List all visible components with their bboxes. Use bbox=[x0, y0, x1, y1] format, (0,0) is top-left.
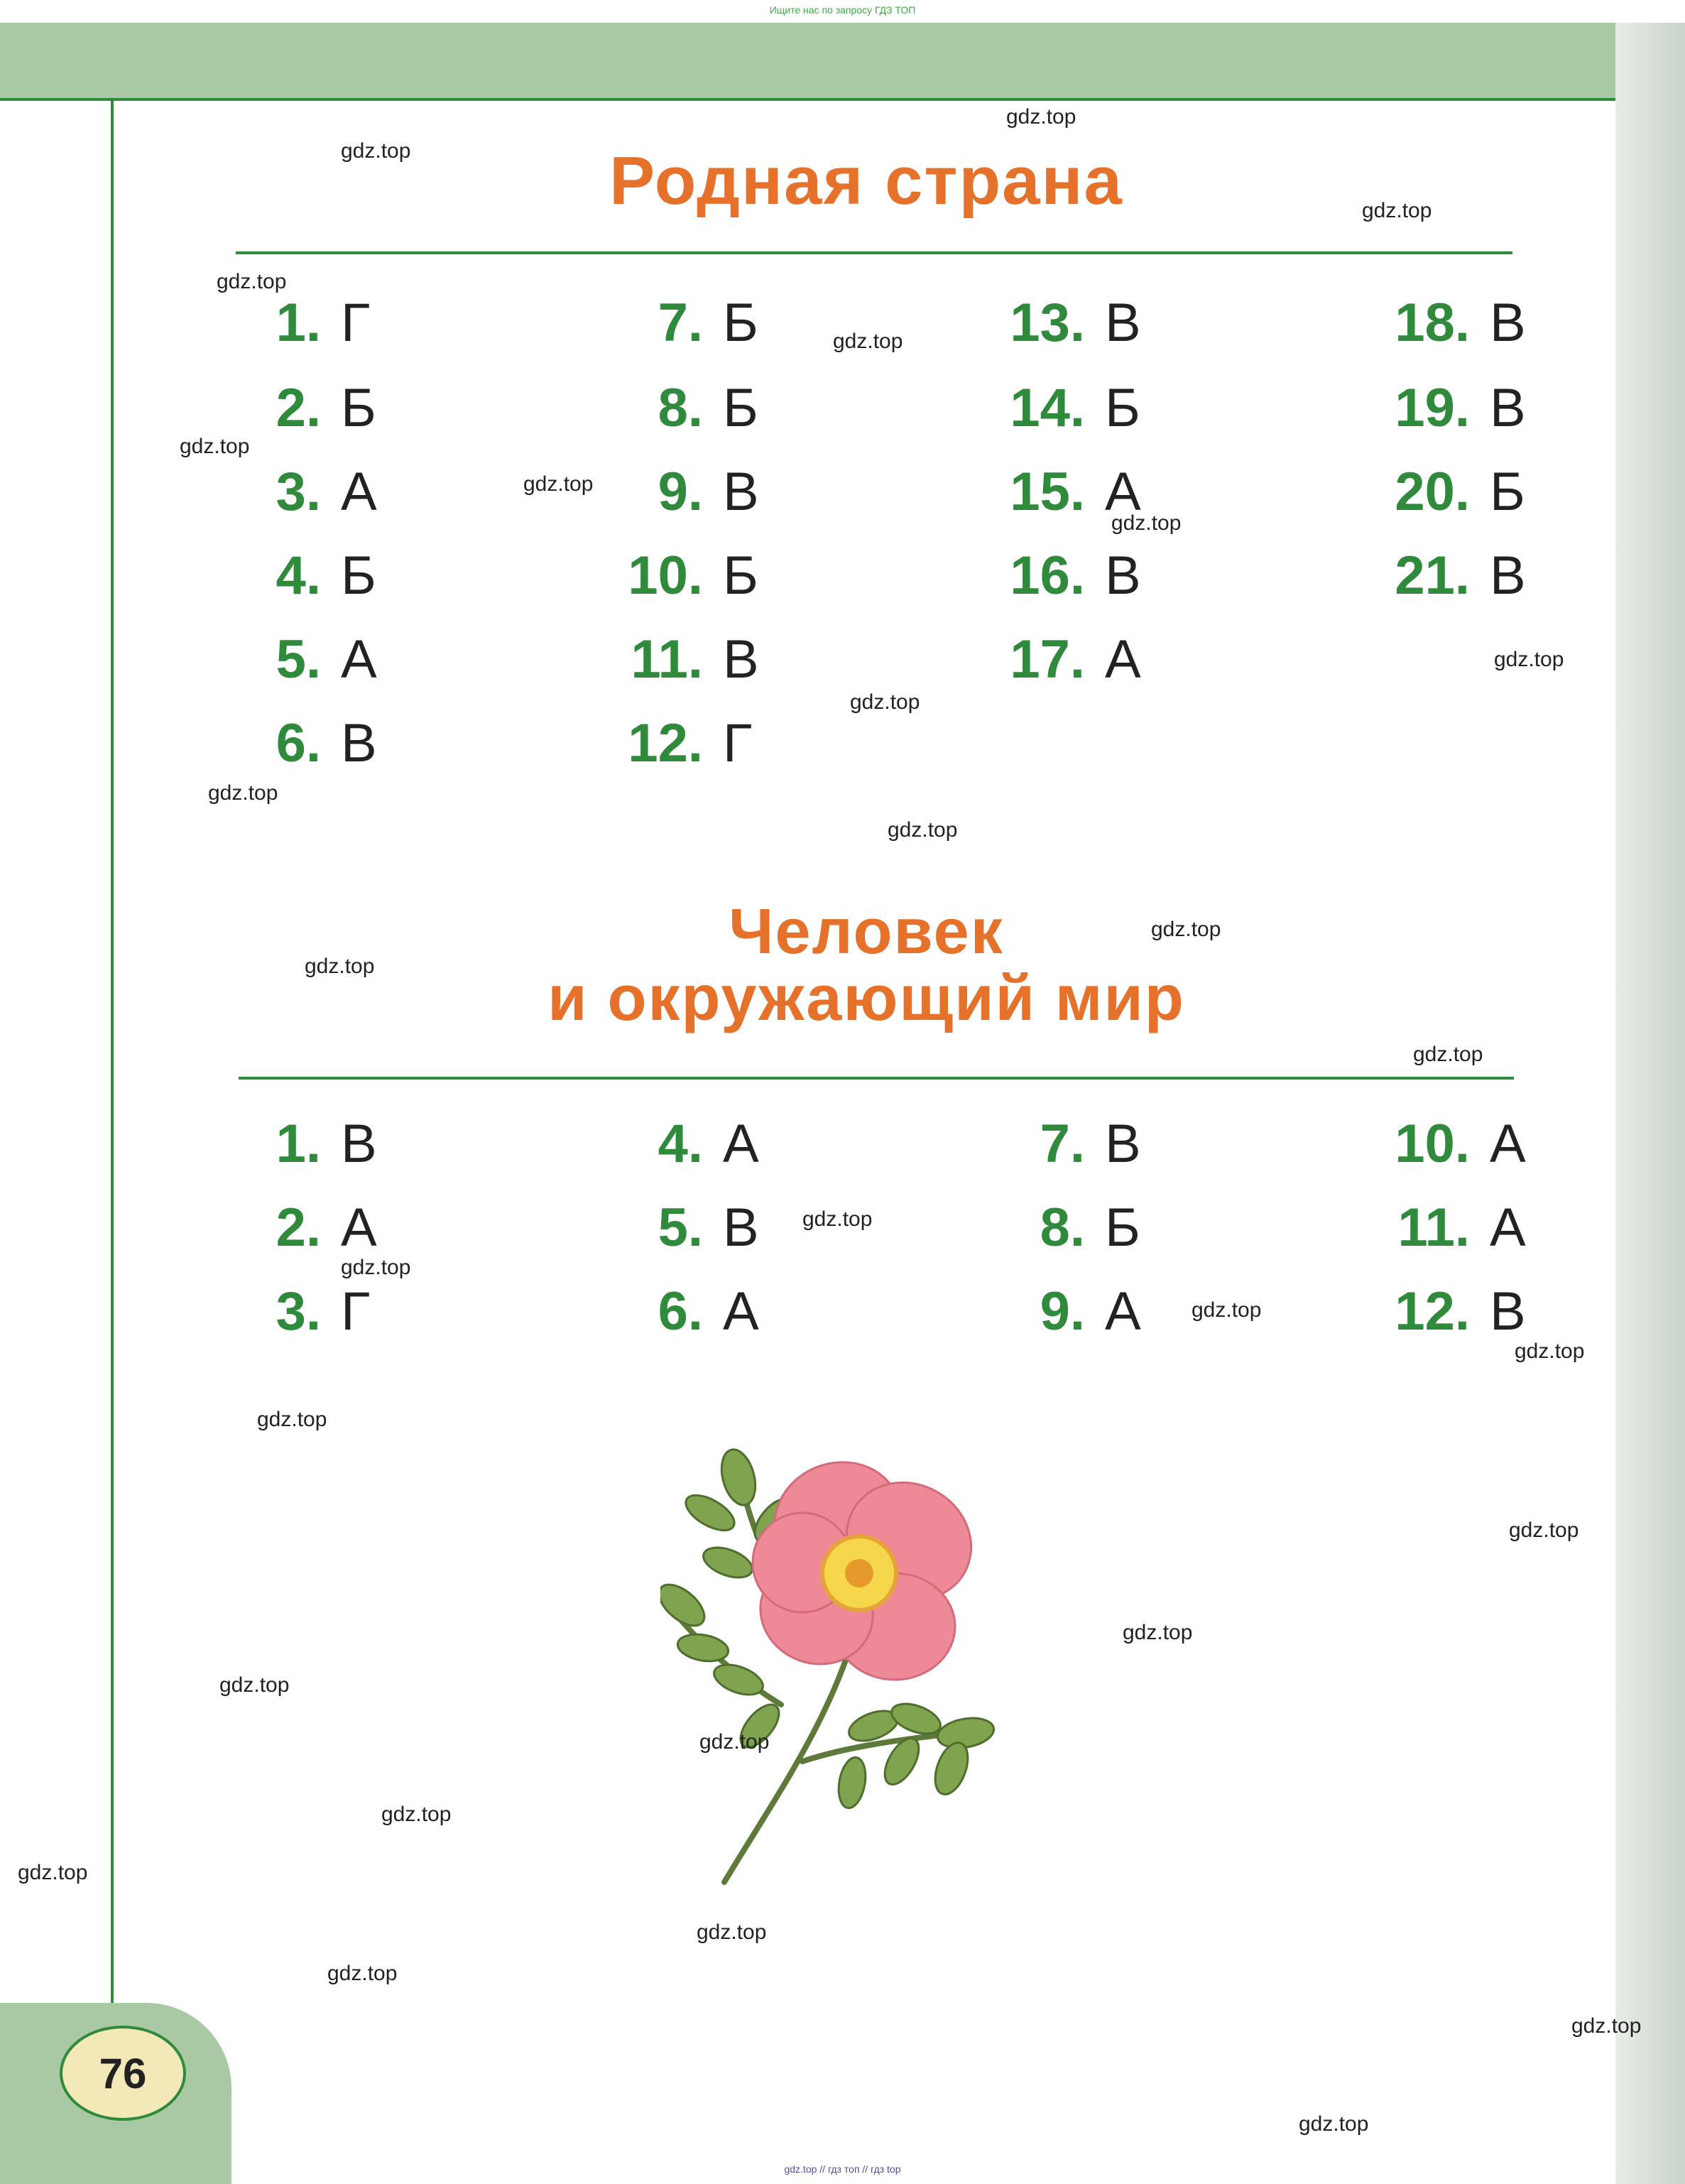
answer-item: 14. Б bbox=[1010, 378, 1140, 438]
watermark: gdz.top bbox=[18, 1861, 88, 1884]
section-divider bbox=[239, 1077, 1514, 1080]
answer-item: 16. В bbox=[1010, 545, 1141, 606]
answer-item: 10. А bbox=[1395, 1114, 1526, 1174]
watermark: gdz.top bbox=[1123, 1621, 1193, 1644]
answer-item: 1. Г bbox=[276, 293, 371, 353]
title-line-2: и окружающий мир bbox=[547, 963, 1185, 1034]
bottom-ad-banner[interactable]: gdz.top // гдз топ // гдз top bbox=[784, 2163, 901, 2175]
answer-item: 19. В bbox=[1395, 378, 1526, 438]
watermark: gdz.top bbox=[699, 1730, 770, 1754]
watermark: gdz.top bbox=[1006, 105, 1076, 129]
watermark: gdz.top bbox=[341, 1256, 411, 1279]
margin-rule bbox=[111, 99, 114, 2035]
answer-item: 20. Б bbox=[1395, 462, 1525, 522]
answer-item: 8. Б bbox=[1040, 1197, 1140, 1258]
watermark: gdz.top bbox=[697, 1920, 767, 1944]
answer-item: 13. В bbox=[1010, 293, 1141, 353]
answer-item: 4. Б bbox=[276, 545, 376, 606]
answer-item: 12. В bbox=[1395, 1281, 1526, 1342]
section-divider bbox=[236, 251, 1512, 254]
watermark: gdz.top bbox=[1151, 918, 1221, 941]
answer-item: 3. Г bbox=[276, 1281, 371, 1342]
watermark: gdz.top bbox=[850, 690, 920, 714]
header-band bbox=[0, 23, 1685, 99]
watermark: gdz.top bbox=[1192, 1298, 1262, 1322]
page-gutter bbox=[1615, 23, 1685, 2184]
watermark: gdz.top bbox=[1515, 1340, 1585, 1363]
top-ad-banner[interactable]: Ищите нас по запросу ГДЗ ТОП bbox=[769, 4, 916, 16]
wild-rose-illustration bbox=[660, 1428, 1058, 1896]
watermark: gdz.top bbox=[1509, 1519, 1579, 1542]
title-line-1: Человек bbox=[729, 896, 1004, 967]
answer-item: 1. В bbox=[276, 1114, 377, 1174]
watermark: gdz.top bbox=[257, 1408, 327, 1431]
watermark: gdz.top bbox=[381, 1803, 452, 1826]
watermark: gdz.top bbox=[1111, 511, 1182, 535]
watermark: gdz.top bbox=[888, 818, 958, 842]
watermark: gdz.top bbox=[1299, 2112, 1369, 2136]
answer-item: 17. А bbox=[1010, 629, 1141, 690]
answer-item: 11. В bbox=[631, 629, 759, 690]
watermark: gdz.top bbox=[802, 1207, 873, 1231]
watermark: gdz.top bbox=[180, 435, 250, 458]
watermark: gdz.top bbox=[1571, 2014, 1642, 2038]
watermark: gdz.top bbox=[1362, 199, 1432, 222]
answer-item: 11. А bbox=[1397, 1197, 1526, 1258]
watermark: gdz.top bbox=[341, 139, 411, 163]
watermark: gdz.top bbox=[327, 1962, 398, 1985]
answer-item: 15. А bbox=[1010, 462, 1141, 522]
section-title-native-country: Родная страна bbox=[609, 143, 1123, 219]
answer-item: 5. В bbox=[658, 1197, 759, 1258]
page-number: 76 bbox=[60, 2026, 186, 2121]
answer-item: 3. А bbox=[276, 462, 377, 522]
header-rule bbox=[0, 98, 1619, 101]
answer-item: 9. А bbox=[1040, 1281, 1141, 1342]
answer-item: 4. А bbox=[658, 1114, 759, 1174]
answer-item: 18. В bbox=[1395, 293, 1526, 353]
answer-item: 5. А bbox=[276, 629, 377, 690]
answer-item: 6. А bbox=[658, 1281, 759, 1342]
watermark: gdz.top bbox=[217, 270, 287, 293]
answer-item: 8. Б bbox=[658, 378, 758, 438]
answer-item: 7. Б bbox=[658, 293, 758, 353]
answer-item: 9. В bbox=[658, 462, 759, 522]
answer-item: 21. В bbox=[1395, 545, 1526, 606]
watermark: gdz.top bbox=[833, 330, 903, 353]
answer-item: 10. Б bbox=[628, 545, 758, 606]
answer-item: 2. А bbox=[276, 1197, 377, 1258]
answer-item: 2. Б bbox=[276, 378, 376, 438]
watermark: gdz.top bbox=[1413, 1043, 1483, 1066]
watermark: gdz.top bbox=[523, 472, 594, 496]
watermark: gdz.top bbox=[219, 1673, 290, 1697]
answer-item: 7. В bbox=[1040, 1114, 1141, 1174]
answer-item: 6. В bbox=[276, 713, 377, 773]
watermark: gdz.top bbox=[305, 955, 375, 978]
watermark: gdz.top bbox=[208, 781, 278, 805]
watermark: gdz.top bbox=[1494, 648, 1564, 671]
answer-item: 12. Г bbox=[628, 713, 753, 773]
